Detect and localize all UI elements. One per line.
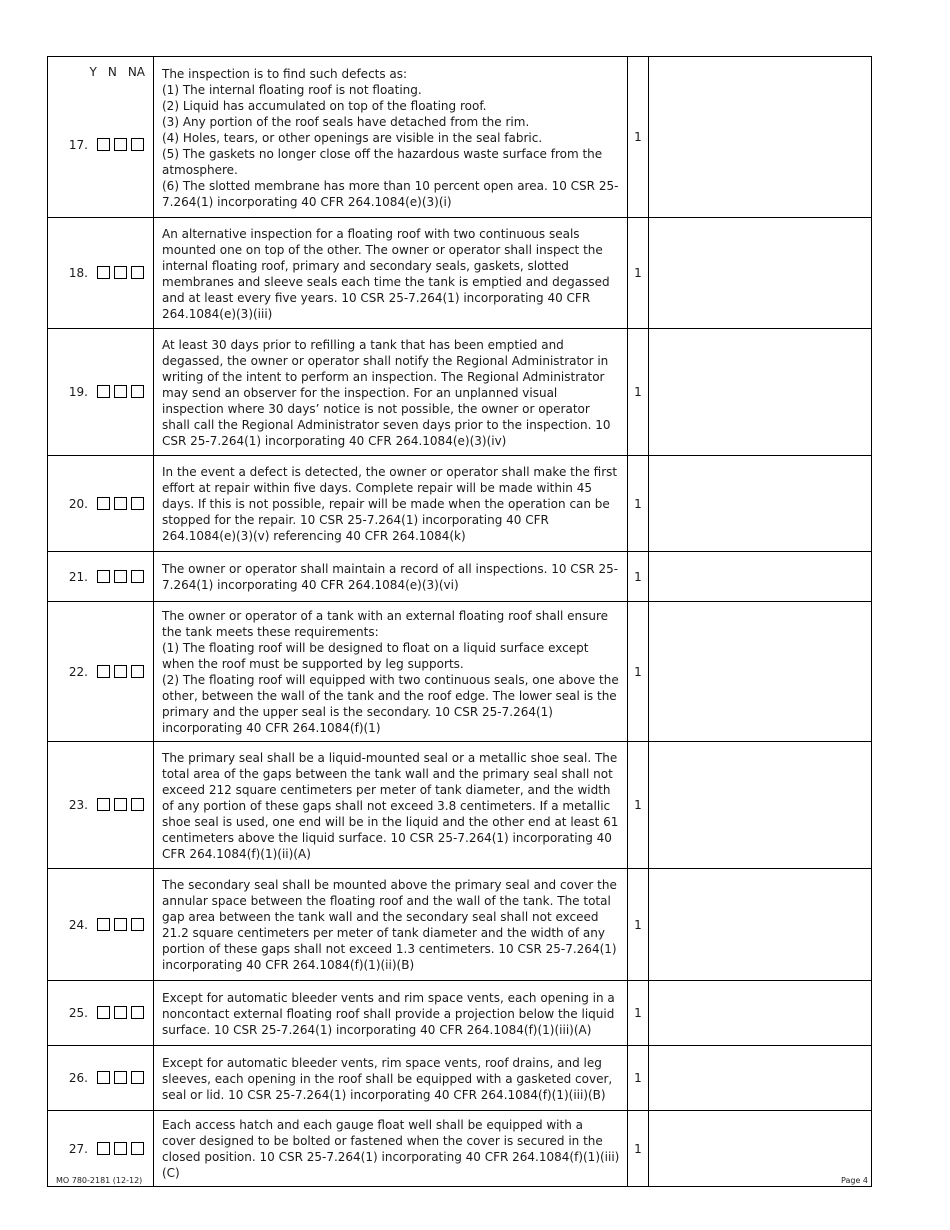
- header-y: Y: [89, 65, 97, 79]
- checklist-row: [48, 57, 872, 218]
- requirement-line: Except for automatic bleeder vents and rim space vents, each opening in a noncontact external floating roof shall provide a projection below the liquid surface. 10 CSR 25-7.264(1) incorporating 40 CFR 264.1084(f)(1)(iii)(A): [162, 990, 615, 1037]
- points-value: 1: [628, 981, 649, 1046]
- item-number: 20.: [68, 496, 88, 511]
- requirement-text: [154, 602, 628, 742]
- item-number-cell: [48, 218, 154, 329]
- points-value: 1: [628, 1111, 649, 1187]
- points-value: 1: [628, 57, 649, 218]
- no-checkbox[interactable]: [114, 665, 127, 678]
- na-checkbox[interactable]: [131, 665, 144, 678]
- requirement-line: (6) The slotted membrane has more than 10 percent open area. 10 CSR 25-7.264(1) incorporating 40 CFR 264.1084(e)(3)(i): [162, 178, 619, 209]
- points-value: 1: [628, 869, 649, 981]
- item-number: 24.: [68, 917, 88, 932]
- requirement-line: The inspection is to find such defects as:: [162, 66, 408, 81]
- yes-checkbox[interactable]: [97, 570, 110, 583]
- requirement-line: At least 30 days prior to refilling a tank that has been emptied and degassed, the owner or operator shall notify the Regional Administrator in writing of the intent to perform an inspection. The Regional Administrator may send an observer for the inspection. For an unplanned visual inspection where 30 days’ notice is not possible, the owner or operator shall call the Regional Administrator seven days prior to the inspection. 10 CSR 25-7.264(1) incorporating 40 CFR 264.1084(e)(3)(iv): [162, 337, 611, 448]
- checklist-row: [48, 329, 872, 456]
- yes-checkbox[interactable]: [97, 918, 110, 931]
- comments-cell[interactable]: [649, 329, 872, 456]
- item-number: 25.: [68, 1006, 88, 1020]
- page-number: Page 4: [841, 1176, 868, 1185]
- comments-cell[interactable]: [649, 552, 872, 602]
- yes-checkbox[interactable]: [97, 1071, 110, 1084]
- points-value: 1: [628, 456, 649, 552]
- no-checkbox[interactable]: [114, 385, 127, 398]
- requirement-text: [154, 456, 628, 552]
- requirement-text: [154, 329, 628, 456]
- no-checkbox[interactable]: [114, 138, 127, 151]
- yes-no-na-header: [78, 65, 145, 79]
- checklist-row: [48, 602, 872, 742]
- checklist-table: [47, 56, 872, 1187]
- comments-cell[interactable]: [649, 1046, 872, 1111]
- requirement-line: Except for automatic bleeder vents, rim space vents, roof drains, and leg sleeves, each opening in the roof shall be equipped with a gasketed cover, seal or lid. 10 CSR 25-7.264(1) incorporating 40 CFR 264.1084(f)(1)(iii)(B): [162, 1055, 613, 1102]
- checklist-row: [48, 1111, 872, 1187]
- comments-cell[interactable]: [649, 456, 872, 552]
- requirement-line: (5) The gaskets no longer close off the hazardous waste surface from the atmosphere.: [162, 146, 603, 177]
- points-value: 1: [628, 329, 649, 456]
- na-checkbox[interactable]: [131, 918, 144, 931]
- item-number: 18.: [68, 266, 88, 280]
- requirement-text: [154, 57, 628, 218]
- item-number: 27.: [68, 1141, 88, 1156]
- comments-cell[interactable]: [649, 218, 872, 329]
- no-checkbox[interactable]: [114, 570, 127, 583]
- checklist-rows: [48, 57, 872, 1187]
- requirement-line: Each access hatch and each gauge float well shall be equipped with a cover designed to be bolted or fastened when the cover is secured in the closed position. 10 CSR 25-7.264(1) incorporating 40 CFR 264.1084(f)(1)(iii)(C): [162, 1118, 620, 1180]
- comments-cell[interactable]: [649, 869, 872, 981]
- requirement-line: The owner or operator of a tank with an external floating roof shall ensure the tank meets these requirements:: [162, 609, 609, 639]
- comments-cell[interactable]: [649, 602, 872, 742]
- yes-checkbox[interactable]: [97, 266, 110, 279]
- checklist-row: [48, 1046, 872, 1111]
- checklist-row: [48, 869, 872, 981]
- no-checkbox[interactable]: [114, 266, 127, 279]
- checklist-row: [48, 981, 872, 1046]
- item-number-cell: [48, 552, 154, 602]
- requirement-line: (1) The internal floating roof is not floating.: [162, 82, 422, 97]
- no-checkbox[interactable]: [114, 918, 127, 931]
- requirement-text: [154, 981, 628, 1046]
- requirement-line: The primary seal shall be a liquid-mounted seal or a metallic shoe seal. The total area of the gaps between the tank wall and the primary seal shall not exceed 212 square centimeters per meter of tank diameter, and the width of any portion of these gaps shall not exceed 3.8 centimeters. If a metallic shoe seal is used, one end will be in the liquid and the other end at least 61 centimeters above the liquid surface. 10 CSR 25-7.264(1) incorporating 40 CFR 264.1084(f)(1)(ii)(A): [162, 750, 619, 861]
- requirement-text: [154, 1046, 628, 1111]
- form-number: MO 780-2181 (12-12): [56, 1176, 143, 1185]
- requirement-line: (1) The floating roof will be designed to float on a liquid surface except when the roof must be supported by leg supports.: [162, 641, 589, 671]
- no-checkbox[interactable]: [114, 1142, 127, 1155]
- comments-cell[interactable]: [649, 57, 872, 218]
- requirement-line: (2) The floating roof will equipped with two continuous seals, one above the other, between the wall of the tank and the roof edge. The lower seal is the primary and the upper seal is the secondary. 10 CSR 25-7.264(1) incorporating 40 CFR 264.1084(f)(1): [162, 673, 619, 735]
- na-checkbox[interactable]: [131, 1006, 144, 1019]
- item-number-cell: [48, 456, 154, 552]
- checklist-row: [48, 456, 872, 552]
- no-checkbox[interactable]: [114, 798, 127, 811]
- na-checkbox[interactable]: [131, 266, 144, 279]
- item-number: 26.: [68, 1071, 88, 1085]
- requirement-line: The secondary seal shall be mounted above the primary seal and cover the annular space between the floating roof and the wall of the tank. The total gap area between the tank wall and the secondary seal shall not exceed 21.2 square centimeters per meter of tank diameter and the width of any portion of these gaps shall not exceed 1.3 centimeters. 10 CSR 25-7.264(1) incorporating 40 CFR 264.1084(f)(1)(ii)(B): [162, 878, 617, 972]
- na-checkbox[interactable]: [131, 798, 144, 811]
- requirement-text: [154, 218, 628, 329]
- yes-checkbox[interactable]: [97, 385, 110, 398]
- item-number-cell: [48, 602, 154, 742]
- checklist-row: [48, 218, 872, 329]
- requirement-text: [154, 742, 628, 869]
- no-checkbox[interactable]: [114, 1071, 127, 1084]
- header-na: NA: [127, 65, 145, 79]
- comments-cell[interactable]: [649, 1111, 872, 1187]
- requirement-line: (2) Liquid has accumulated on top of the floating roof.: [162, 98, 487, 113]
- yes-checkbox[interactable]: [97, 798, 110, 811]
- checklist-row: [48, 742, 872, 869]
- requirement-line: An alternative inspection for a floating roof with two continuous seals mounted one on top of the other. The owner or operator shall inspect the internal floating roof, primary and secondary seals, gaskets, slotted membranes and sleeve seals each time the tank is emptied and degassed and at least every five years. 10 CSR 25-7.264(1) incorporating 40 CFR 264.1084(e)(3)(iii): [162, 226, 610, 321]
- no-checkbox[interactable]: [114, 1006, 127, 1019]
- comments-cell[interactable]: [649, 742, 872, 869]
- points-value: 1: [628, 742, 649, 869]
- yes-checkbox[interactable]: [97, 138, 110, 151]
- na-checkbox[interactable]: [131, 497, 144, 510]
- na-checkbox[interactable]: [131, 1142, 144, 1155]
- yes-checkbox[interactable]: [97, 497, 110, 510]
- na-checkbox[interactable]: [131, 385, 144, 398]
- item-number: 23.: [68, 798, 88, 812]
- item-number: 21.: [68, 569, 88, 584]
- requirement-text: [154, 869, 628, 981]
- checklist-row: [48, 552, 872, 602]
- item-number-cell: [48, 742, 154, 869]
- item-number: 22.: [68, 664, 88, 679]
- points-value: 1: [628, 218, 649, 329]
- yes-checkbox[interactable]: [97, 665, 110, 678]
- na-checkbox[interactable]: [131, 138, 144, 151]
- yes-checkbox[interactable]: [97, 1006, 110, 1019]
- requirement-text: [154, 552, 628, 602]
- item-number-cell: [48, 981, 154, 1046]
- points-value: 1: [628, 1046, 649, 1111]
- requirement-text: [154, 1111, 628, 1187]
- points-value: 1: [628, 602, 649, 742]
- na-checkbox[interactable]: [131, 570, 144, 583]
- item-number-cell: [48, 329, 154, 456]
- yes-checkbox[interactable]: [97, 1142, 110, 1155]
- requirement-line: The owner or operator shall maintain a record of all inspections. 10 CSR 25-7.264(1) incorporating 40 CFR 264.1084(e)(3)(vi): [162, 562, 619, 592]
- header-n: N: [107, 65, 117, 79]
- comments-cell[interactable]: [649, 981, 872, 1046]
- requirement-line: (3) Any portion of the roof seals have detached from the rim.: [162, 114, 530, 129]
- points-value: 1: [628, 552, 649, 602]
- item-number-cell: [48, 1046, 154, 1111]
- no-checkbox[interactable]: [114, 497, 127, 510]
- item-number: 19.: [68, 385, 88, 399]
- requirement-line: In the event a defect is detected, the owner or operator shall make the first effort at repair within five days. Complete repair will be made within 45 days. If this is not possible, repair will be made when the operation can be stopped for the repair. 10 CSR 25-7.264(1) incorporating 40 CFR 264.1084(e)(3)(v) referencing 40 CFR 264.1084(k): [162, 465, 618, 543]
- item-number-cell: [48, 869, 154, 981]
- item-number: 17.: [68, 138, 88, 152]
- item-number-cell: [48, 57, 154, 218]
- requirement-line: (4) Holes, tears, or other openings are visible in the seal fabric.: [162, 130, 543, 145]
- na-checkbox[interactable]: [131, 1071, 144, 1084]
